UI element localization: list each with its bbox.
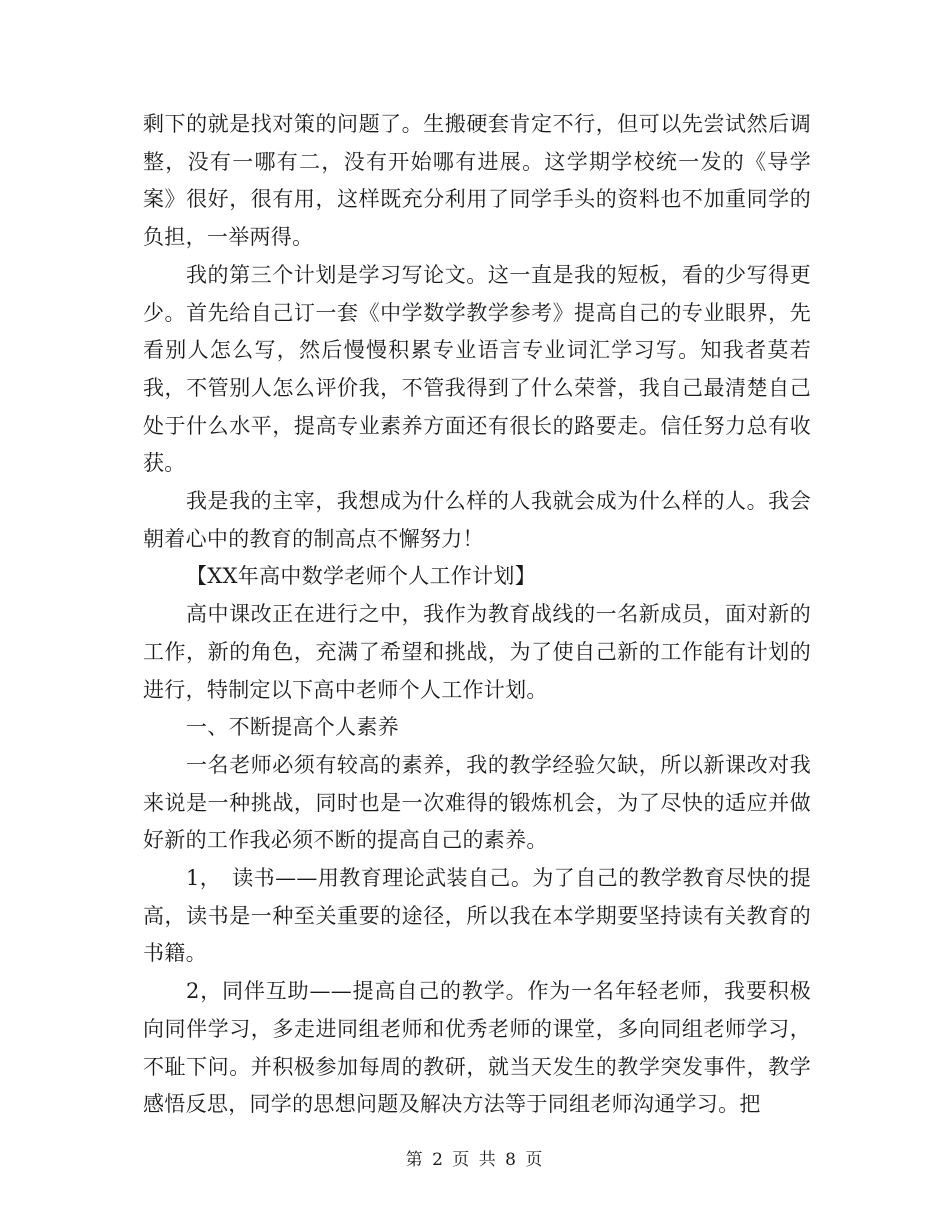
document-body (143, 106, 811, 1124)
page-number: 第 2 页 共 8 页 (405, 1150, 545, 1170)
paragraph-2: 我的第三个计划是学习写论文。这一直是我的短板，看的少写得更少。首先给自己订一套《中学数学教学参考》提高自己的专业眼界，先看别人怎么写，然后慢慢积累专业语言专业词汇学习写。知我者莫若我，不管别人怎么评价我，不管我得到了什么荣誉，我自己最清楚自己处于什么水平，提高专业素养方面还有很长的路要走。信任努力总有收获。 (143, 262, 811, 476)
paragraph-1: 剩下的就是找对策的问题了。生搬硬套肯定不行，但可以先尝试然后调整，没有一哪有二，没有开始哪有进展。这学期学校统一发的《导学案》很好，很有用，这样既充分利用了同学手头的资料也不加重同学的负担，一举两得。 (143, 112, 811, 250)
paragraph-5: 高中课改正在进行之中，我作为教育战线的一名新成员，面对新的工作，新的角色，充满了希望和挑战，为了使自己新的工作能有计划的进行，特制定以下高中老师个人工作计划。 (143, 602, 811, 702)
paragraph-3: 我是我的主宰，我想成为什么样的人我就会成为什么样的人。我会朝着心中的教育的制高点不懈努力！ (143, 489, 811, 551)
paragraph-7: 一名老师必须有较高的素养，我的教学经验欠缺，所以新课改对我来说是一种挑战，同时也是一次难得的锻炼机会，为了尽快的适应并做好新的工作我必须不断的提高自己的素养。 (143, 752, 811, 853)
list-item-1: 1， 读书——用教育理论武装自己。为了自己的教学教育尽快的提高，读书是一种至关重要的途径，所以我在本学期要坚持读有关教育的书籍。 (143, 866, 811, 966)
section-title: 【XX年高中数学老师个人工作计划】 (186, 564, 536, 589)
list-item-2: 2，同伴互助——提高自己的教学。作为一名年轻老师，我要积极向同伴学习，多走进同组老师和优秀老师的课堂，多向同组老师学习，不耻下问。并积极参加每周的教研，就当天发生的教学突发事件，教学感悟反思，同学的思想问题及解决方法等于同组老师沟通学习。把 (143, 979, 811, 1117)
heading-one: 一、不断提高个人素养 (186, 715, 399, 740)
